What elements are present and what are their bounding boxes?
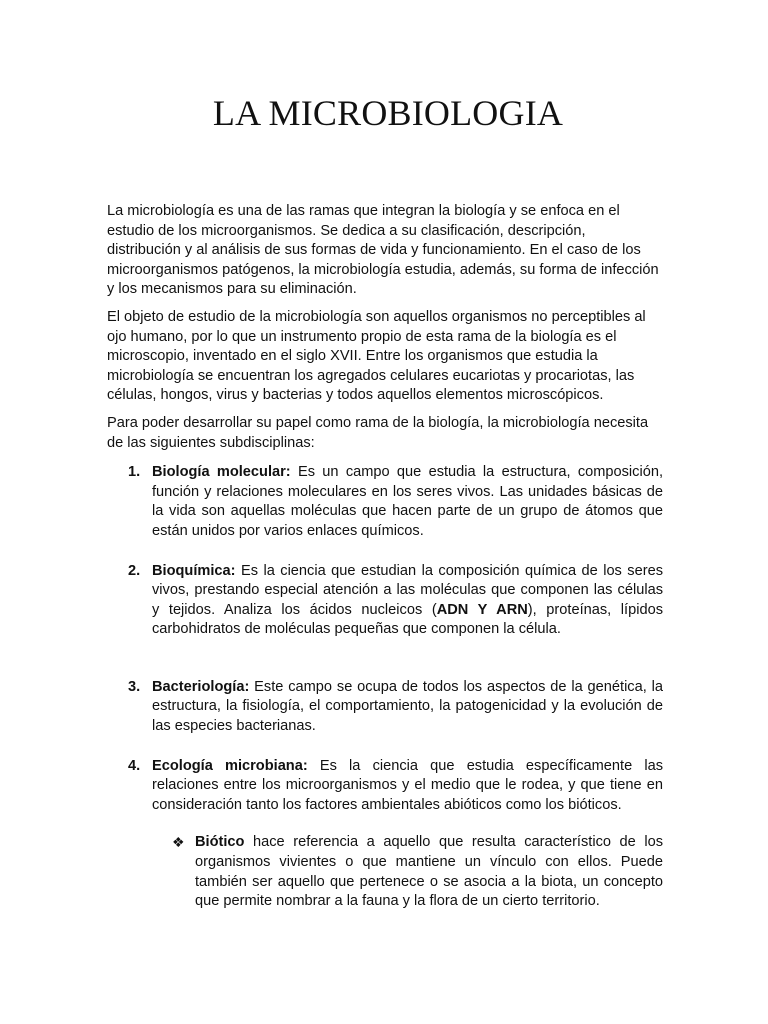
list-item-term: Biología molecular:: [152, 464, 291, 481]
intro-paragraph: La microbiología es una de las ramas que integran la biología y se enfoca en el estudio de los microorganismos. Se dedica a su clasificación, descripción, distribución y al análisis de sus formas de vida y funcionamiento. En el caso de los microorganismos patógenos, la microbiología estudia, además, su forma de infección y los mecanismos para su eliminación.: [107, 203, 659, 298]
document-body: [107, 202, 663, 912]
page-title: LA MICROBIOLOGIA: [212, 93, 564, 133]
list-number: 2.: [128, 562, 141, 579]
sub-item-text: hace referencia a aquello que resulta característico de los organismos vivientes o que mantiene un vínculo con ellos. Puede también ser aquello que pertenece o se asocia a la biota, un concepto que permite nombrar a la fauna y la flora de un cierto territorio.: [195, 834, 663, 910]
list-number: 1.: [128, 464, 141, 481]
list-item-ecologia-microbiana: [107, 757, 663, 816]
list-item-bioquimica: [107, 562, 663, 640]
list-item-bacteriologia: [107, 678, 663, 737]
list-number: 4.: [128, 757, 141, 774]
list-item-text-after: ), proteínas, lípidos carbohidratos de moléculas pequeñas que componen la célula.: [152, 601, 663, 638]
list-item-text: Es la ciencia que estudia específicamente las relaciones entre los microorganismos y el medio que le rodea, y que tiene en consideración tanto los factores ambientales abióticos como los bióticos.: [152, 757, 663, 813]
list-item-term: Ecología microbiana:: [152, 757, 308, 774]
sub-item-term: Biótico: [195, 834, 245, 851]
sub-item-biotico: [172, 833, 663, 911]
diamond-bullet-icon: ❖: [172, 834, 185, 851]
subdisciplines-intro-paragraph: Para poder desarrollar su papel como rama de la biología, la microbiología necesita de las siguientes subdisciplinas:: [107, 414, 649, 451]
subdisciplines-list: [107, 463, 663, 815]
list-item-text: Es un campo que estudia la estructura, composición, función y relaciones moleculares en los seres vivos. Las unidades básicas de la vida son aquellas moléculas que hacen parte de un grupo de átomos que están unidos por varios enlaces químicos.: [152, 464, 663, 539]
list-item-term: Bacteriología:: [152, 678, 250, 695]
list-item-text: Es la ciencia que estudian la composición química de los seres vivos, prestando especial atención a las moléculas que componen las células y tejidos. Analiza los ácidos nucleicos (: [152, 562, 663, 618]
list-item-term: Bioquímica:: [152, 562, 236, 579]
list-item-text: Este campo se ocupa de todos los aspectos de la genética, la estructura, la fisiología, el comportamiento, la patogenicidad y la evolución de las especies bacterianas.: [152, 678, 663, 735]
list-number: 3.: [128, 678, 141, 695]
list-item-biologia-molecular: [107, 463, 663, 541]
study-object-paragraph: El objeto de estudio de la microbiología son aquellos organismos no perceptibles al ojo humano, por lo que un instrumento propio de esta rama de la biología es el microscopio, inventado en el siglo XVII. Entre los organismos que estudia la microbiología se encuentran los agregados celulares eucariotas y procariotas, las células, hongos, virus y bacterias y todos aquellos elementos microscópicos.: [107, 308, 646, 404]
list-item-emphasis: ADN Y ARN: [436, 601, 528, 618]
